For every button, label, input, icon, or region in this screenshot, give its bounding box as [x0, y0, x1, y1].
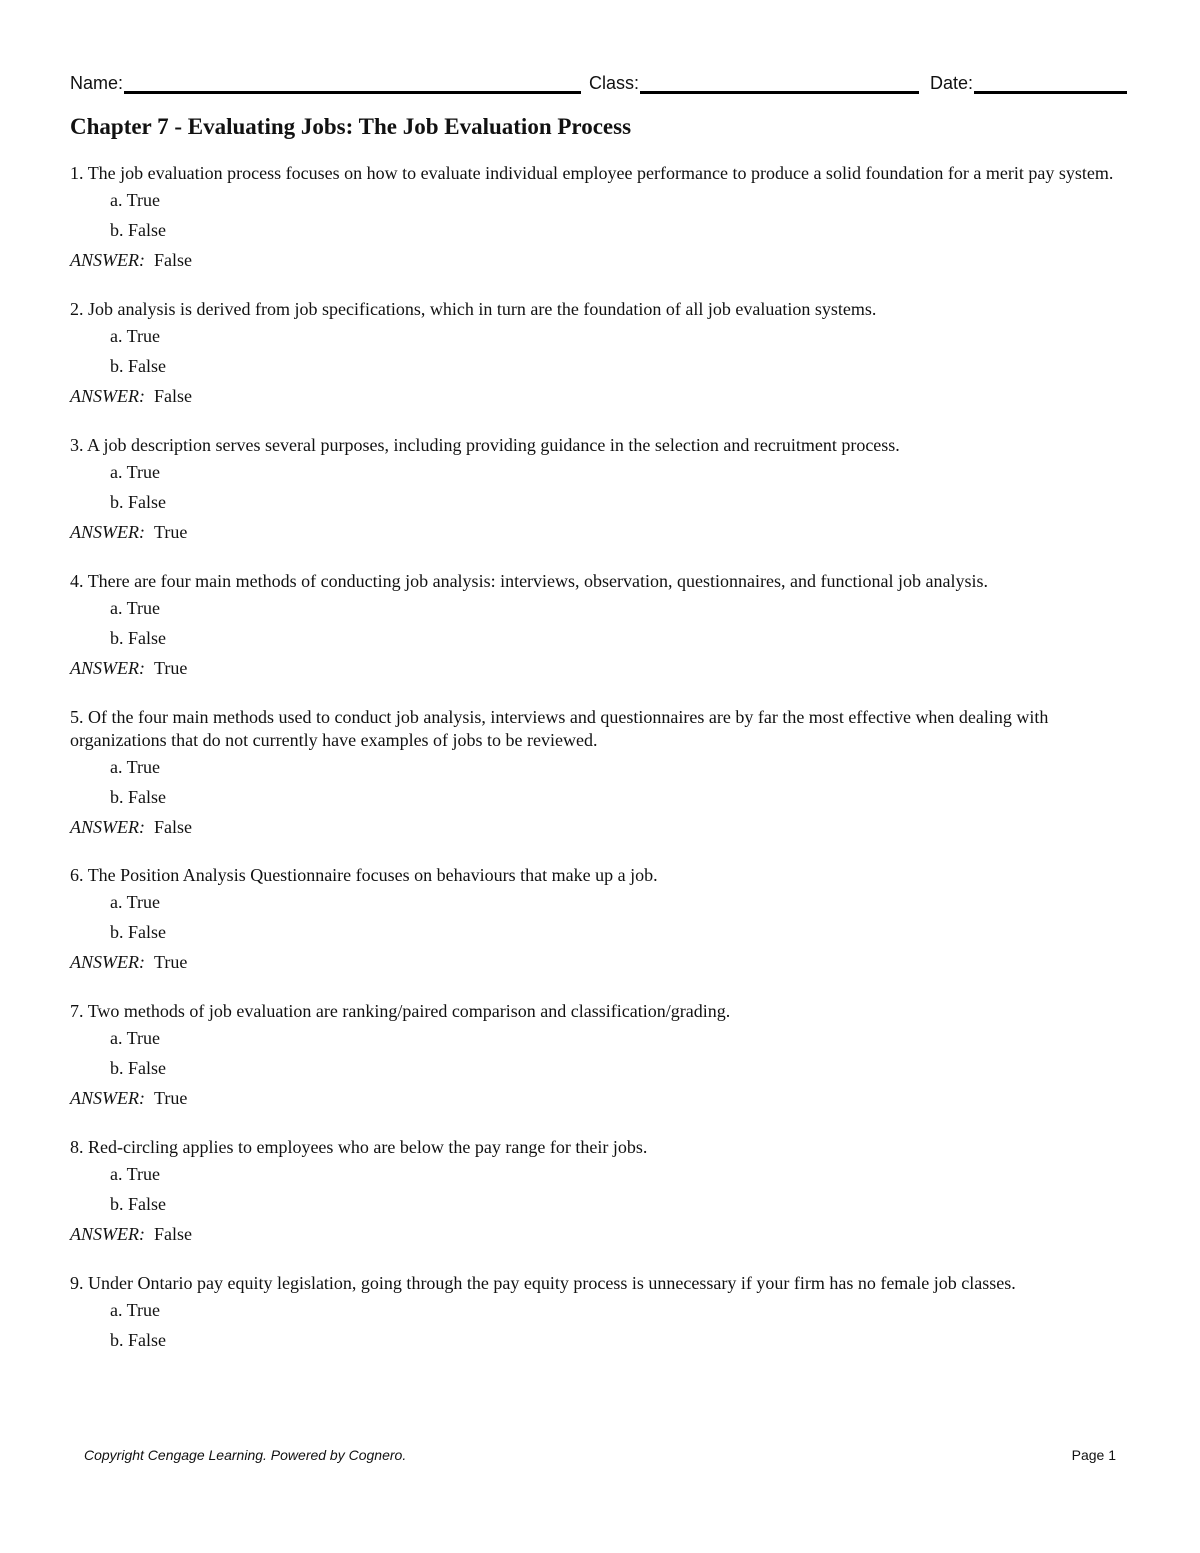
question-item [70, 1272, 1130, 1355]
option-false[interactable]: b. False [110, 1194, 166, 1214]
answer-value: False [153, 250, 192, 270]
question-text [70, 864, 1130, 887]
option-false[interactable]: b. False [110, 1330, 166, 1350]
question-body: Of the four main methods used to conduct job analysis, interviews and questionnaires are by far the most effective when dealing with organizations that do not currently have examples of jobs to be reviewed. [70, 707, 1049, 750]
option-true[interactable]: a. True [110, 892, 161, 912]
question-item [70, 162, 1130, 276]
question-item [70, 864, 1130, 978]
date-field[interactable] [930, 70, 1127, 94]
option-true[interactable]: a. True [110, 598, 161, 618]
answer-value: False [153, 1224, 192, 1244]
question-number: 1. [70, 163, 84, 183]
name-label: Name: [70, 73, 124, 93]
answer-label: ANSWER: [70, 1088, 145, 1108]
question-number: 4. [70, 571, 84, 591]
question-text [70, 298, 1130, 321]
answer-label: ANSWER: [70, 386, 145, 406]
page-footer [84, 1447, 1116, 1467]
question-body: There are four main methods of conducting job analysis: interviews, observation, questionnaires, and functional job analysis. [87, 571, 988, 591]
answer-value: False [153, 386, 192, 406]
option-false[interactable]: b. False [110, 356, 166, 376]
question-text [70, 706, 1130, 752]
answer-value: True [153, 522, 188, 542]
question-body: The Position Analysis Questionnaire focuses on behaviours that make up a job. [87, 865, 658, 885]
question-number: 9. [70, 1273, 84, 1293]
answer-value: False [153, 817, 192, 837]
question-item [70, 570, 1130, 684]
question-body: The job evaluation process focuses on how to evaluate individual employee performance to produce a solid foundation for a merit pay system. [87, 163, 1114, 183]
answer-label: ANSWER: [70, 658, 145, 678]
answer-line [70, 381, 1130, 412]
question-number: 8. [70, 1137, 84, 1157]
student-info-header [70, 70, 1130, 96]
answer-line [70, 812, 1130, 843]
answer-label: ANSWER: [70, 522, 145, 542]
question-body: Under Ontario pay equity legislation, going through the pay equity process is unnecessary if your firm has no female job classes. [88, 1273, 1016, 1293]
question-text [70, 434, 1130, 457]
question-body: Two methods of job evaluation are ranking/paired comparison and classification/grading. [87, 1001, 731, 1021]
date-blank-line [974, 71, 1127, 94]
option-false[interactable]: b. False [110, 1058, 166, 1078]
question-text [70, 1136, 1130, 1159]
option-true[interactable]: a. True [110, 1164, 161, 1184]
answer-line [70, 1219, 1130, 1250]
answer-value: True [153, 658, 188, 678]
class-field[interactable] [589, 70, 919, 94]
option-true[interactable]: a. True [110, 757, 161, 777]
question-text [70, 1000, 1130, 1023]
question-number: 6. [70, 865, 84, 885]
question-number: 2. [70, 299, 84, 319]
answer-value: True [153, 952, 188, 972]
name-blank-line [124, 71, 581, 94]
name-field[interactable] [70, 70, 581, 94]
question-item [70, 298, 1130, 412]
answer-line [70, 517, 1130, 548]
chapter-title: Chapter 7 - Evaluating Jobs: The Job Evaluation Process [70, 114, 632, 139]
answer-label: ANSWER: [70, 1224, 145, 1244]
question-item [70, 706, 1130, 843]
answer-line [70, 947, 1130, 978]
question-text [70, 570, 1130, 593]
answer-label: ANSWER: [70, 817, 145, 837]
question-body: Red-circling applies to employees who are below the pay range for their jobs. [88, 1137, 648, 1157]
class-label: Class: [589, 73, 640, 93]
option-true[interactable]: a. True [110, 190, 161, 210]
question-list [70, 162, 1130, 1355]
question-item [70, 434, 1130, 548]
option-false[interactable]: b. False [110, 922, 166, 942]
option-true[interactable]: a. True [110, 326, 161, 346]
option-true[interactable]: a. True [110, 462, 161, 482]
question-number: 5. [70, 707, 84, 727]
question-item [70, 1136, 1130, 1250]
question-text [70, 162, 1130, 185]
question-text [70, 1272, 1130, 1295]
answer-label: ANSWER: [70, 952, 145, 972]
question-number: 7. [70, 1001, 84, 1021]
question-body: Job analysis is derived from job specifications, which in turn are the foundation of all job evaluation systems. [88, 299, 877, 319]
page-number: Page 1 [1071, 1447, 1116, 1463]
answer-label: ANSWER: [70, 250, 145, 270]
class-blank-line [640, 71, 919, 94]
option-false[interactable]: b. False [110, 492, 166, 512]
option-true[interactable]: a. True [110, 1300, 161, 1320]
option-true[interactable]: a. True [110, 1028, 161, 1048]
answer-line [70, 653, 1130, 684]
option-false[interactable]: b. False [110, 628, 166, 648]
copyright-notice: Copyright Cengage Learning. Powered by Cognero. [84, 1447, 407, 1463]
option-false[interactable]: b. False [110, 787, 166, 807]
date-label: Date: [930, 73, 974, 93]
answer-line [70, 1083, 1130, 1114]
question-item [70, 1000, 1130, 1114]
option-false[interactable]: b. False [110, 220, 166, 240]
answer-line [70, 245, 1130, 276]
question-number: 3. [70, 435, 84, 455]
answer-value: True [153, 1088, 188, 1108]
question-body: A job description serves several purposes, including providing guidance in the selection and recruitment process. [87, 435, 900, 455]
